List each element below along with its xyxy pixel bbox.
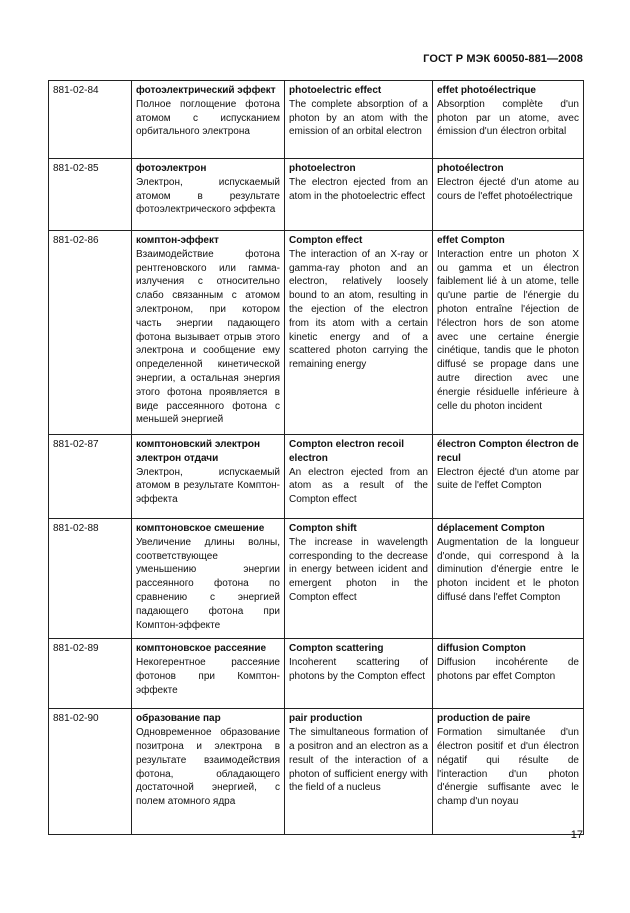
term-row [49,709,584,835]
french-entry [433,709,584,835]
english-definition: The electron ejected from an atom in the photoelectric effect [289,176,428,202]
russian-definition: Увеличение длины волны, соответствующее уменьшению энергии рассеянного фотона по сравнению с энергией падающего фотона при Комптон-эффекте [136,536,280,631]
french-entry [433,159,584,231]
english-entry [285,519,433,639]
english-definition: The complete absorption of a photon by an atom with the emission of an orbital electron [289,98,428,138]
english-entry [285,709,433,835]
term-number: 881-02-85 [49,159,132,231]
french-definition: Electron éjecté d'un atome au cours de l'effet photoélectrique [437,176,579,202]
french-entry [433,231,584,435]
english-term: pair production [289,713,363,725]
french-term: production de paire [437,713,531,725]
russian-definition: Некогерентное рассеяние фотонов при Комптон-эффекте [136,657,280,696]
term-number: 881-02-89 [49,639,132,709]
english-definition: An electron ejected from an atom as a result of the Compton effect [289,466,428,506]
english-definition: The simultaneous formation of a positron and an electron as a result of the interaction of a photon of sufficient energy with the field of a nucleus [289,727,428,794]
french-term: déplacement Compton [437,523,545,534]
english-entry [285,81,433,159]
russian-definition: Взаимодействие фотона рентгеновского или гамма-излучения с относительно слабо связанным с атомом электроном, при котором часть энергии падающего фотона вызывает отрыв этого электрона и сообщение ему определенной кинетической энергии, а остальная энергия этого фотона проявляется в виде рассеянного фотона с меньшей энергией [136,248,280,426]
russian-entry [132,709,285,835]
english-definition: Incoherent scattering of photons by the Compton effect [289,657,428,682]
russian-definition: Одновременное образование позитрона и электрона в результате взаимодействия фотона, обладающего достаточной энергией, с полем атомного ядра [136,727,280,808]
french-entry [433,639,584,709]
term-row [49,519,584,639]
english-definition: The increase in wavelength corresponding to the decrease in energy between icident and emergent photon in the Compton effect [289,536,428,603]
term-number: 881-02-87 [49,435,132,519]
english-entry [285,639,433,709]
french-entry [433,435,584,519]
term-number: 881-02-88 [49,519,132,639]
english-term: Compton effect [289,235,363,246]
french-term: effet photoélectrique [437,85,536,96]
terms-table [48,80,584,835]
russian-term: образование пар [136,713,221,725]
term-number: 881-02-86 [49,231,132,435]
term-row [49,231,584,435]
standard-header: ГОСТ Р МЭК 60050-881—2008 [423,53,583,65]
russian-term: комптоновский электрон электрон отдачи [136,439,261,464]
russian-entry [132,519,285,639]
russian-term: комптоновское смешение [136,523,265,534]
english-entry [285,231,433,435]
russian-term: комптон-эффект [136,235,219,246]
english-term: Compton scattering [289,643,384,655]
french-definition: Diffusion incohérente de photons par effet Compton [437,657,579,682]
russian-definition: Электрон, испускаемый атомом в результате Комптон-эффекта [136,466,280,506]
french-definition: Interaction entre un photon X ou gamma et un électron faiblement lié à un atome, telle qu'une partie de l'énergie du photon entraîne l'éjection de l'électron hors de son atome avec une certaine énergie cinétique, tandis que le photon diffusé se propage dans une autre direction avec une énergie résiduelle inférieure à celle du photon incident [437,248,579,412]
french-entry [433,519,584,639]
russian-entry [132,639,285,709]
french-term: effet Compton [437,235,505,246]
russian-entry [132,435,285,519]
french-entry [433,81,584,159]
english-term: photoelectric effect [289,85,382,96]
russian-term: фотоэлектрический эффект [136,85,276,96]
english-term: Compton shift [289,523,357,534]
french-term: électron Compton électron de recul [437,439,579,464]
english-definition: The interaction of an X-ray or gamma-ray photon and an electron, relatively loosely bound to an atom, resulting in the ejection of the electron from its atom with a certain kinetic energy and of a scattered photon carrying the remaining energy [289,248,428,371]
term-row [49,435,584,519]
russian-entry [132,159,285,231]
english-term: photoelectron [289,163,356,174]
russian-term: комптоновское рассеяние [136,643,267,655]
russian-entry [132,81,285,159]
term-row [49,159,584,231]
french-term: photoélectron [437,163,504,174]
french-definition: Augmentation de la longueur d'onde, qui correspond à la diminution d'énergie entre le photon incident et le photon diffusé dans l'effet Compton [437,536,579,603]
french-definition: Absorption complète d'un photon par un atome, avec émission d'un électron orbital [437,98,579,138]
term-number: 881-02-90 [49,709,132,835]
russian-definition: Электрон, испускаемый атомом в результате фотоэлектрического эффекта [136,176,280,216]
french-definition: Electron éjecté d'un atome par suite de l'effet Compton [437,466,579,492]
russian-definition: Полное поглощение фотона атомом с испусканием орбитального электрона [136,98,280,138]
term-row [49,639,584,709]
english-entry [285,435,433,519]
french-term: diffusion Compton [437,643,526,655]
term-row [49,81,584,159]
english-term: Compton electron recoil electron [289,439,405,464]
russian-entry [132,231,285,435]
russian-term: фотоэлектрон [136,163,207,174]
french-definition: Formation simultanée d'un électron positif et d'un électron négatif qui résulte de l'interaction d'un photon d'énergie suffisante avec le champ d'un noyau [437,727,579,808]
page-number: 17 [570,829,583,841]
english-entry [285,159,433,231]
term-number: 881-02-84 [49,81,132,159]
